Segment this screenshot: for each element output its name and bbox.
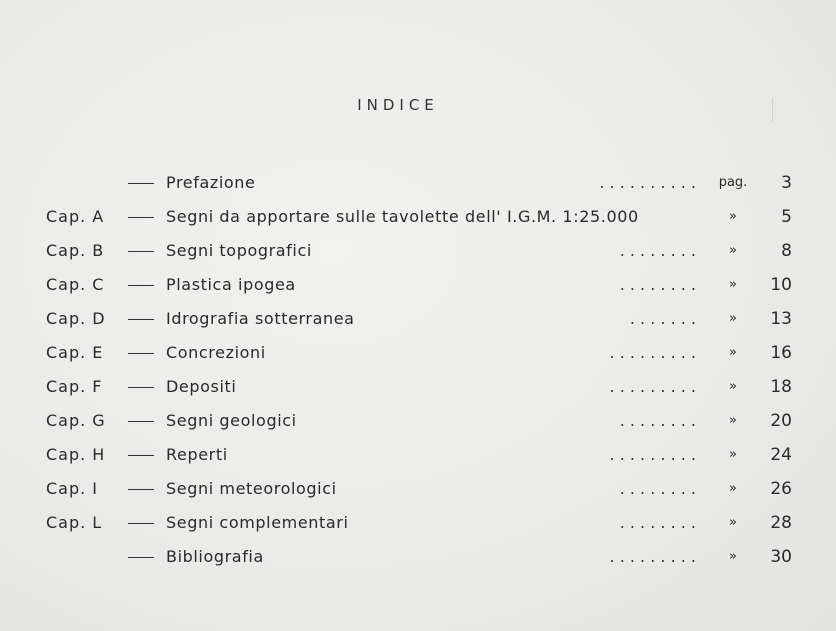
chapter-code: Cap. G bbox=[46, 411, 106, 430]
dot-leader: . . . . . . . . . . bbox=[599, 173, 696, 192]
dot-leader: . . . . . . . . . bbox=[609, 445, 696, 464]
dot-leader: . . . . . . . bbox=[629, 309, 696, 328]
toc-row-cap-d bbox=[0, 302, 836, 336]
toc-row-cap-c bbox=[0, 268, 836, 302]
entry-title: Depositi bbox=[166, 377, 237, 396]
entry-title: Prefazione bbox=[166, 173, 256, 192]
scan-mark bbox=[772, 98, 773, 122]
ditto-mark: » bbox=[729, 345, 737, 360]
dot-leader: . . . . . . . . . bbox=[609, 343, 696, 362]
dot-leader: . . . . . . . . bbox=[619, 275, 696, 294]
dot-leader: . . . . . . . . bbox=[619, 411, 696, 430]
page-number: 18 bbox=[770, 377, 792, 397]
chapter-code: Cap. H bbox=[46, 445, 106, 464]
toc-row-bibliografia bbox=[0, 540, 836, 574]
chapter-code: Cap. A bbox=[46, 207, 105, 226]
toc-row-cap-l bbox=[0, 506, 836, 540]
dot-leader: . . . . . . . . bbox=[619, 513, 696, 532]
dash bbox=[128, 523, 154, 524]
page-title: INDICE bbox=[357, 96, 439, 114]
dash bbox=[128, 489, 154, 490]
chapter-code: Cap. I bbox=[46, 479, 99, 498]
entry-title: Plastica ipogea bbox=[166, 275, 296, 294]
toc-row-cap-i bbox=[0, 472, 836, 506]
ditto-mark: » bbox=[729, 447, 737, 462]
dash bbox=[128, 421, 154, 422]
toc-row-cap-f bbox=[0, 370, 836, 404]
entry-title: Segni geologici bbox=[166, 411, 297, 430]
page-number: 20 bbox=[770, 411, 792, 431]
toc-row-prefazione bbox=[0, 166, 836, 200]
table-of-contents bbox=[0, 166, 836, 574]
chapter-code: Cap. E bbox=[46, 343, 104, 362]
entry-title: Segni complementari bbox=[166, 513, 349, 532]
toc-row-cap-a bbox=[0, 200, 836, 234]
dash bbox=[128, 387, 154, 388]
toc-row-cap-h bbox=[0, 438, 836, 472]
entry-title: Segni da apportare sulle tavolette dell' I.G.M. 1:25.000 bbox=[166, 207, 639, 226]
dot-leader: . . . . . . . . bbox=[619, 479, 696, 498]
entry-title: Bibliografia bbox=[166, 547, 264, 566]
entry-title: Concrezioni bbox=[166, 343, 266, 362]
page-number: 8 bbox=[781, 241, 792, 261]
page-number: 3 bbox=[781, 173, 792, 193]
toc-row-cap-b bbox=[0, 234, 836, 268]
page-number: 5 bbox=[781, 207, 792, 227]
chapter-code: Cap. L bbox=[46, 513, 103, 532]
dash bbox=[128, 285, 154, 286]
toc-row-cap-g bbox=[0, 404, 836, 438]
page-number: 16 bbox=[770, 343, 792, 363]
page-number: 30 bbox=[770, 547, 792, 567]
chapter-code: Cap. B bbox=[46, 241, 105, 260]
chapter-code: Cap. F bbox=[46, 377, 103, 396]
ditto-mark: » bbox=[729, 209, 737, 224]
page-number: 26 bbox=[770, 479, 792, 499]
entry-title: Segni topografici bbox=[166, 241, 312, 260]
dash bbox=[128, 557, 154, 558]
ditto-mark: » bbox=[729, 379, 737, 394]
ditto-mark: » bbox=[729, 515, 737, 530]
page-marker: pag. bbox=[718, 175, 748, 190]
dash bbox=[128, 183, 154, 184]
entry-title: Reperti bbox=[166, 445, 228, 464]
dash bbox=[128, 251, 154, 252]
page-number: 24 bbox=[770, 445, 792, 465]
ditto-mark: » bbox=[729, 311, 737, 326]
entry-title: Segni meteorologici bbox=[166, 479, 337, 498]
dash bbox=[128, 455, 154, 456]
chapter-code: Cap. C bbox=[46, 275, 105, 294]
dash bbox=[128, 217, 154, 218]
dash bbox=[128, 319, 154, 320]
ditto-mark: » bbox=[729, 481, 737, 496]
page-number: 13 bbox=[770, 309, 792, 329]
ditto-mark: » bbox=[729, 243, 737, 258]
toc-row-cap-e bbox=[0, 336, 836, 370]
dash bbox=[128, 353, 154, 354]
ditto-mark: » bbox=[729, 277, 737, 292]
page-number: 10 bbox=[770, 275, 792, 295]
dot-leader: . . . . . . . . bbox=[619, 241, 696, 260]
dot-leader: . . . . . . . . . bbox=[609, 547, 696, 566]
dot-leader: . . . . . . . . . bbox=[609, 377, 696, 396]
ditto-mark: » bbox=[729, 549, 737, 564]
page-number: 28 bbox=[770, 513, 792, 533]
chapter-code: Cap. D bbox=[46, 309, 106, 328]
entry-title: Idrografia sotterranea bbox=[166, 309, 355, 328]
ditto-mark: » bbox=[729, 413, 737, 428]
